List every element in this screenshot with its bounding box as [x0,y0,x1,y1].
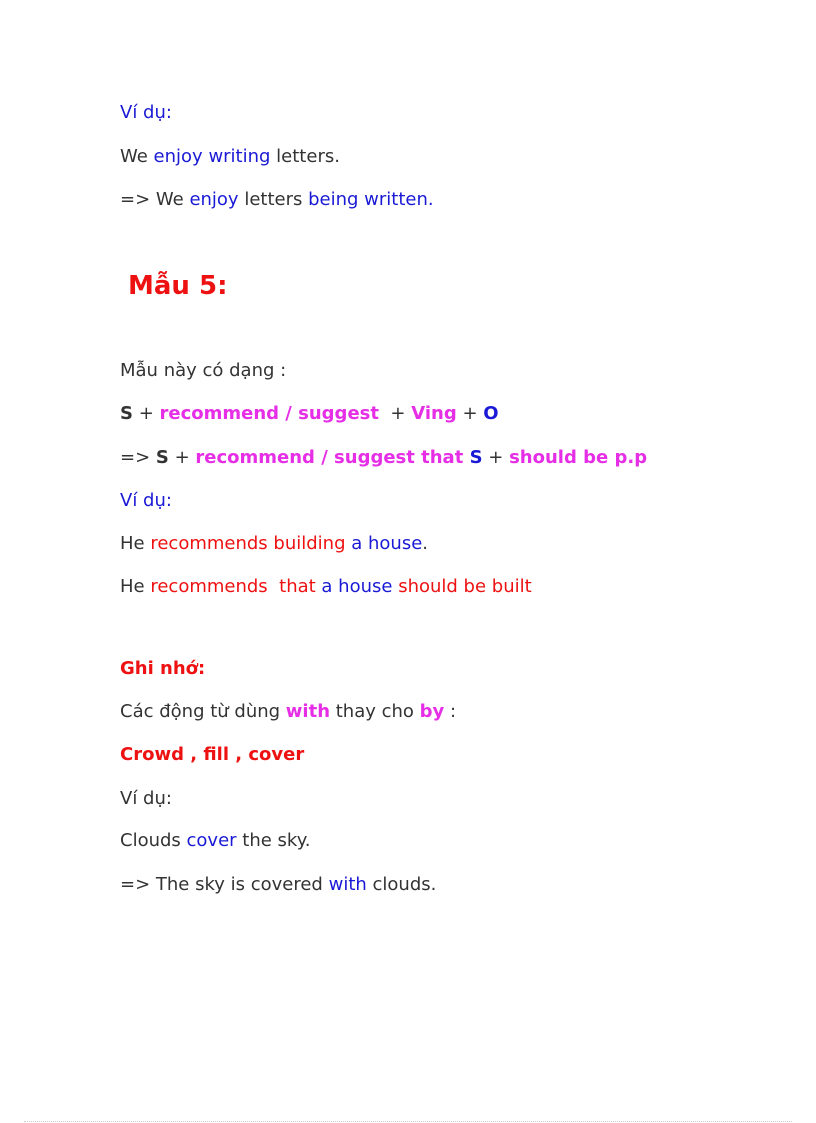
pattern-formula-passive-segment: S [155,447,169,468]
example-label-2 [120,490,172,512]
note-text-segment: : [444,701,457,722]
pattern-formula-passive-segment: => [120,447,156,468]
example-2-sentence [120,533,428,555]
example-1-passive [120,189,434,211]
example-2-sentence-segment: He [120,533,151,554]
note-verbs [120,744,304,766]
pattern-formula-segment: S [120,403,133,424]
pattern-formula-segment: + [378,403,412,424]
pattern-formula-passive-segment: recommend / suggest that [195,447,464,468]
example-2-sentence-segment: recommends building [150,533,346,554]
example-1-passive-segment: enjoy [189,189,239,210]
example-1-sentence-segment: writing [208,146,271,167]
note-text-segment: with [285,701,331,722]
pattern-formula-segment: O [483,403,499,424]
note-text-segment: thay cho [330,701,420,722]
pattern-intro-segment: Mẫu này có dạng : [120,360,287,381]
example-3-passive-segment: clouds. [366,874,437,895]
example-1-sentence [120,146,340,168]
example-2-sentence-segment: a house [351,533,423,554]
example-label-3 [120,788,172,810]
pattern-formula-segment: Ving [411,403,457,424]
example-3-sentence [120,830,311,852]
pattern-formula-segment: + [132,403,160,424]
pattern-formula [120,403,499,425]
pattern-formula-passive-segment: should be p.p [509,447,648,468]
pattern-formula-passive-segment: + [482,447,510,468]
example-3-sentence-segment: the sky. [236,830,311,851]
note-text [120,701,456,723]
pattern-formula-passive-segment: + [168,447,196,468]
example-1-sentence-segment: We [120,146,154,167]
example-2-sentence-segment: . [422,533,429,554]
example-1-sentence-segment: letters. [270,146,340,167]
pattern-formula-passive [120,447,647,469]
example-2-passive [120,576,532,598]
example-1-sentence-segment: enjoy [153,146,203,167]
note-heading [120,658,205,680]
example-2-passive-segment: should be built [398,576,532,597]
note-text-segment: by [419,701,445,722]
example-label-1 [120,102,172,124]
note-heading-segment: Ghi nhớ: [120,658,206,679]
pattern-intro [120,360,286,382]
example-3-passive-segment: with [328,874,367,895]
pattern-formula-segment: + [456,403,484,424]
section-heading-mau-5: Mẫu 5: [128,271,228,301]
example-label-1-segment: Ví dụ: [120,102,172,123]
example-label-3-segment: Ví dụ: [120,788,172,809]
note-text-segment: Các động từ dùng [120,701,286,722]
example-1-passive-segment: being [308,189,359,210]
example-1-passive-segment: => We [120,189,190,210]
example-3-passive-segment: => The sky is covered [120,874,329,895]
example-2-passive-segment: a house [321,576,393,597]
example-1-passive-segment: letters [238,189,309,210]
example-2-passive-segment: He [120,576,151,597]
example-3-sentence-segment: cover [186,830,237,851]
example-3-passive [120,874,436,896]
pattern-formula-passive-segment: S [469,447,483,468]
pattern-formula-segment: recommend / suggest [159,403,379,424]
page-bottom-rule [24,1121,792,1122]
example-label-2-segment: Ví dụ: [120,490,172,511]
example-2-passive-segment: recommends that [150,576,316,597]
example-3-sentence-segment: Clouds [120,830,187,851]
note-verbs-segment: Crowd , fill , cover [120,744,305,765]
example-1-passive-segment: written. [364,189,434,210]
